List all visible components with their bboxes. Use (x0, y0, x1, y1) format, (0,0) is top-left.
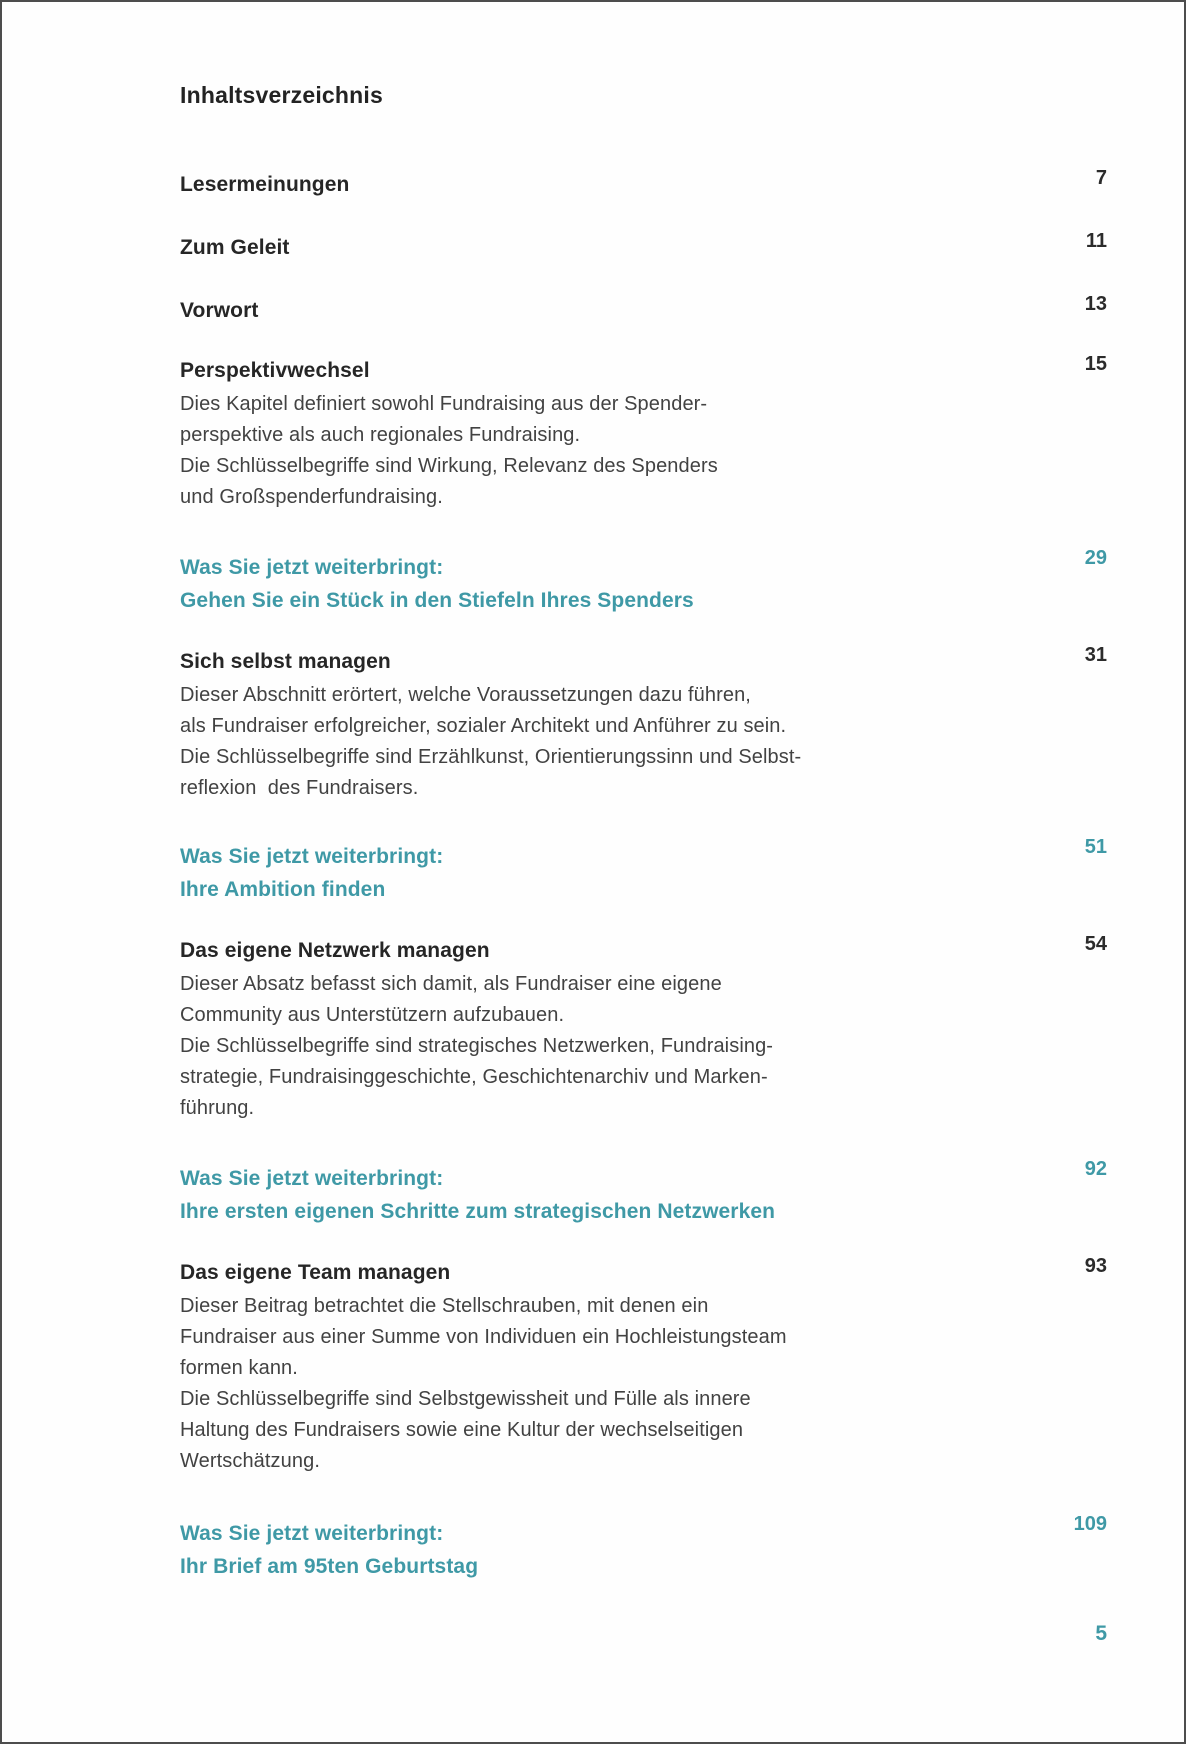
entry-description-line: Dieser Abschnitt erörtert, welche Voraussetzungen dazu führen, (180, 684, 751, 706)
entry-description (180, 969, 1107, 1124)
entry-description (180, 389, 1107, 513)
toc-content (180, 82, 1107, 1582)
entry-description-line: Community aus Unterstützern aufzubauen. (180, 1004, 565, 1026)
entry-description-line: und Großspenderfundraising. (180, 486, 443, 508)
highlight-title: Gehen Sie ein Stück in den Stiefeln Ihres Spenders (180, 589, 694, 612)
toc-highlight-ambition (180, 836, 1107, 905)
entry-description-line: Dieser Absatz befasst sich damit, als Fundraiser eine eigene (180, 973, 722, 995)
entry-description (180, 680, 1107, 804)
entry-description (180, 1291, 1107, 1477)
toc-entry-team-managen (180, 1255, 1107, 1477)
page-title: Inhaltsverzeichnis (180, 82, 384, 108)
entry-title: Das eigene Team managen (180, 1261, 451, 1284)
entry-page-number: 51 (1084, 836, 1107, 858)
entry-description-line: Haltung des Fundraisers sowie eine Kultur der wechselseitigen (180, 1419, 744, 1441)
entry-description-line: strategie, Fundraisinggeschichte, Geschichtenarchiv und Marken- (180, 1066, 768, 1088)
highlight-label: Was Sie jetzt weiterbringt: (180, 845, 444, 868)
entry-page-number: 13 (1084, 293, 1107, 315)
toc-highlight-stiefeln (180, 547, 1107, 616)
entry-description-line: Die Schlüsselbegriffe sind Erzählkunst, Orientierungssinn und Selbst- (180, 746, 802, 768)
entry-description-line: Die Schlüsselbegriffe sind Wirkung, Relevanz des Spenders (180, 455, 718, 477)
toc-entry-lesermeinungen (180, 167, 1107, 197)
entry-description-line: Dies Kapitel definiert sowohl Fundraising aus der Spender- (180, 393, 708, 415)
highlight-label: Was Sie jetzt weiterbringt: (180, 1522, 444, 1545)
entry-page-number: 29 (1084, 547, 1107, 569)
highlight-title: Ihre Ambition finden (180, 878, 386, 901)
highlight-title: Ihr Brief am 95ten Geburtstag (180, 1555, 479, 1578)
highlight-label: Was Sie jetzt weiterbringt: (180, 1167, 444, 1190)
entry-title: Lesermeinungen (180, 173, 350, 196)
entry-title: Zum Geleit (180, 236, 290, 259)
toc-entry-perspektivwechsel (180, 353, 1107, 513)
entry-description-line: Die Schlüsselbegriffe sind strategisches Netzwerken, Fundraising- (180, 1035, 774, 1057)
entry-description-line: Die Schlüsselbegriffe sind Selbstgewissheit und Fülle als innere (180, 1388, 751, 1410)
entry-description-line: perspektive als auch regionales Fundraising. (180, 424, 581, 446)
toc-entry-zum-geleit (180, 230, 1107, 260)
entry-page-number: 93 (1084, 1255, 1107, 1277)
toc-entry-sich-selbst-managen (180, 644, 1107, 804)
entry-page-number: 92 (1084, 1158, 1107, 1180)
entry-description-line: Fundraiser aus einer Summe von Individuen ein Hochleistungsteam (180, 1326, 787, 1348)
toc-entry-vorwort (180, 293, 1107, 323)
toc-highlight-geburtstag (180, 1513, 1107, 1582)
entry-page-number: 7 (1095, 167, 1107, 189)
entry-description-line: führung. (180, 1097, 255, 1119)
entry-title: Das eigene Netzwerk managen (180, 939, 490, 962)
entry-title: Perspektivwechsel (180, 359, 370, 382)
entry-description-line: Wertschätzung. (180, 1450, 320, 1472)
entry-page-number: 15 (1084, 353, 1107, 375)
toc-highlight-netzwerken (180, 1158, 1107, 1227)
entry-description-line: Dieser Beitrag betrachtet die Stellschrauben, mit denen ein (180, 1295, 709, 1317)
entry-page-number: 109 (1073, 1513, 1107, 1535)
entry-title: Vorwort (180, 299, 259, 322)
footer-page-number: 5 (1095, 1622, 1107, 1645)
entry-description-line: als Fundraiser erfolgreicher, sozialer Architekt und Anführer zu sein. (180, 715, 787, 737)
entry-title: Sich selbst managen (180, 650, 391, 673)
entry-page-number: 11 (1085, 230, 1107, 252)
highlight-label: Was Sie jetzt weiterbringt: (180, 556, 444, 579)
highlight-title: Ihre ersten eigenen Schritte zum strategischen Netzwerken (180, 1200, 776, 1223)
entry-page-number: 54 (1084, 933, 1107, 955)
entry-description-line: reflexion des Fundraisers. (180, 777, 419, 799)
entry-description-line: formen kann. (180, 1357, 298, 1379)
toc-entry-netzwerk-managen (180, 933, 1107, 1124)
entry-page-number: 31 (1084, 644, 1107, 666)
